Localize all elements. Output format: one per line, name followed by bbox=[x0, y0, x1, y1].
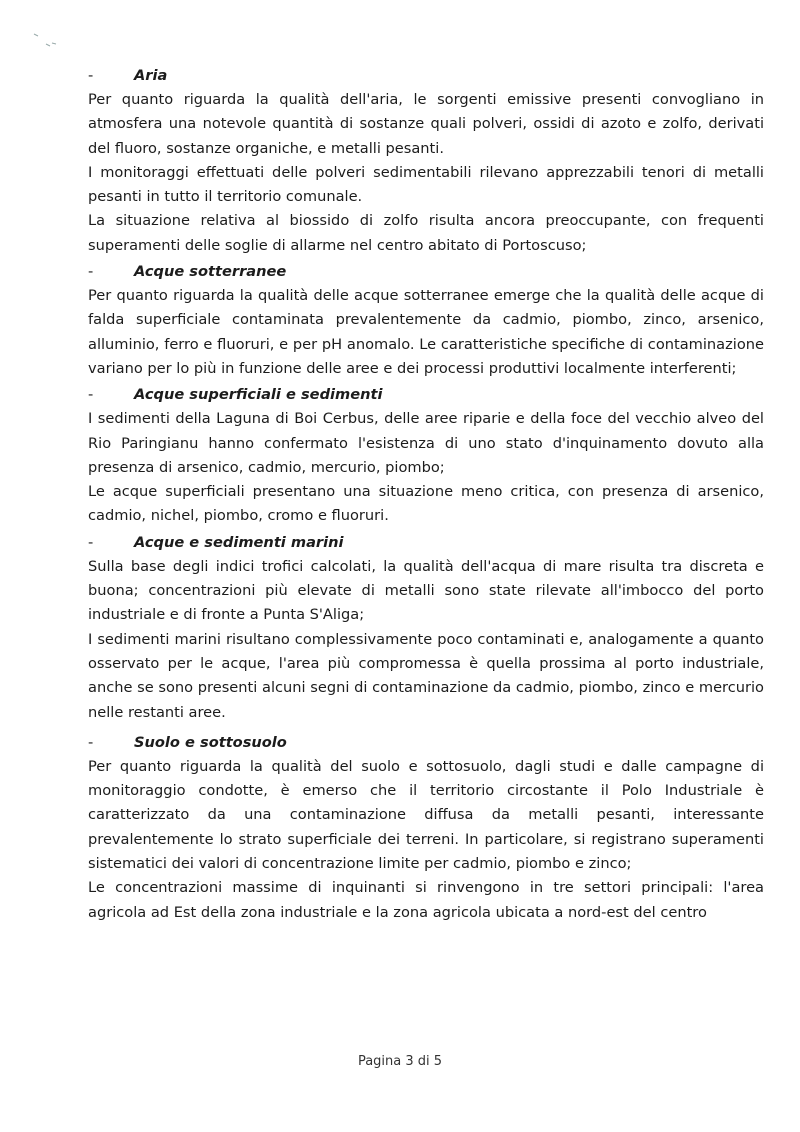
heading-text: Aria bbox=[134, 67, 168, 84]
paragraph: Le concentrazioni massime di inquinanti si rinvengono in tre settori principali: l'area agricola ad Est della zona industriale e la zona agricola ubicata a nord-est del centro bbox=[88, 879, 764, 921]
bullet-dash: - bbox=[88, 733, 94, 751]
paragraph: Sulla base degli indici trofici calcolati, la qualità dell'acqua di mare risulta tra discreta e buona; concentrazioni più elevate di metalli sono state rilevate all'imbocco del porto industriale e di fronte a Punta S'Aliga; bbox=[88, 557, 764, 624]
heading-text: Suolo e sottosuolo bbox=[134, 733, 287, 751]
section-heading-acque-superficiali bbox=[88, 383, 764, 407]
heading-text: Acque sotterranee bbox=[134, 263, 287, 281]
heading-text: Acque superficiali e sedimenti bbox=[134, 386, 383, 404]
section-heading-acque-sotterranee bbox=[88, 260, 764, 284]
paragraph: Per quanto riguarda la qualità delle acque sotterranee emerge che la qualità delle acque di falda superficiale contaminata prevalentemente da cadmio, piombo, zinco, arsenico, alluminio, ferro e fluoruri, e per pH anomalo. Le caratteristiche specifiche di contaminazione variano per lo più in funzione delle aree e dei processi produttivi localmente interferenti; bbox=[88, 287, 764, 377]
paragraph: La situazione relativa al biossido di zolfo risulta ancora preoccupante, con frequenti superamenti delle soglie di allarme nel centro abitato di Portoscuso; bbox=[88, 212, 764, 254]
section-heading-aria bbox=[88, 64, 764, 88]
page-number: Pagina 3 di 5 bbox=[357, 1054, 443, 1069]
section-heading-acque-marini bbox=[88, 531, 764, 555]
bullet-dash: - bbox=[88, 386, 94, 404]
heading-text: Acque e sedimenti marini bbox=[134, 533, 344, 551]
paragraph: I sedimenti della Laguna di Boi Cerbus, delle aree riparie e della foce del vecchio alveo del Rio Paringianu hanno confermato l'esistenza di uno stato d'inquinamento dovuto alla presenza di arsenico, cadmio, mercurio, piombo; bbox=[88, 410, 764, 476]
paragraph: Per quanto riguarda la qualità del suolo e sottosuolo, dagli studi e dalle campagne di monitoraggio condotte, è emerso che il territorio circostante il Polo Industriale è caratterizzato da una contaminazione diffusa da metalli pesanti, interessante prevalentemente lo strato superficiale dei terreni. In particolare, si registrano superamenti sistematici dei valori di concentrazione limite per cadmio, piombo e zinco; bbox=[88, 757, 764, 873]
scan-artifact-icon bbox=[32, 30, 58, 50]
bullet-dash: - bbox=[88, 263, 94, 281]
paragraph: Per quanto riguarda la qualità dell'aria, le sorgenti emissive presenti convogliano in atmosfera una notevole quantità di sostanze quali polveri, ossidi di azoto e zolfo, derivati del fluoro, sostanze organiche, e metalli pesanti. bbox=[88, 91, 764, 157]
paragraph: I monitoraggi effettuati delle polveri sedimentabili rilevano apprezzabili tenori di metalli pesanti in tutto il territorio comunale. bbox=[88, 163, 764, 206]
paragraph: Le acque superficiali presentano una situazione meno critica, con presenza di arsenico, cadmio, nichel, piombo, cromo e fluoruri. bbox=[88, 483, 764, 525]
bullet-dash: - bbox=[88, 67, 94, 84]
document-body bbox=[88, 64, 764, 925]
bullet-dash: - bbox=[88, 533, 94, 551]
paragraph: I sedimenti marini risultano complessivamente poco contaminati e, analogamente a quanto osservato per le acque, l'area più compromessa è quella prossima al porto industriale, anche se sono presenti alcuni segni di contaminazione da cadmio, piombo, zinco e mercurio nelle restanti aree. bbox=[88, 630, 764, 721]
section-heading-suolo bbox=[88, 731, 764, 755]
